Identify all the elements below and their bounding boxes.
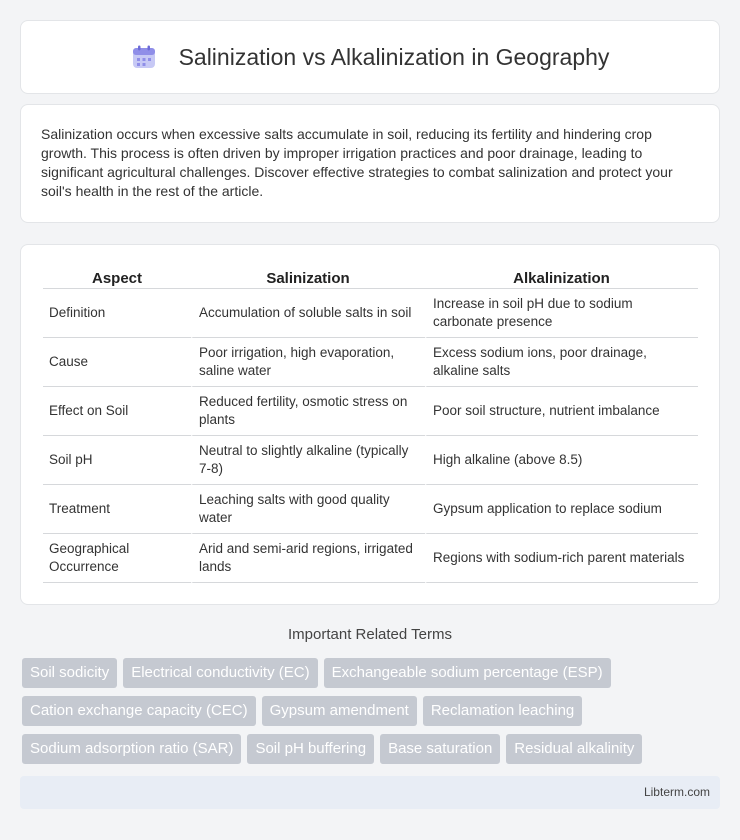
cell-alkalinization: Poor soil structure, nutrient imbalance [425,387,698,436]
cell-aspect: Cause [43,338,191,387]
cell-alkalinization: Excess sodium ions, poor drainage, alkaline salts [425,338,698,387]
header-alkalinization: Alkalinization [425,265,698,289]
comparison-table [43,265,698,583]
related-terms-list [22,658,722,764]
related-term-tag[interactable]: Gypsum amendment [262,696,417,726]
table-row [43,338,698,387]
cell-alkalinization: Regions with sodium-rich parent materials [425,534,698,583]
table-header-row [43,265,698,289]
cell-aspect: Treatment [43,485,191,534]
cell-aspect: Geographical Occurrence [43,534,191,583]
table-row [43,289,698,338]
related-term-tag[interactable]: Residual alkalinity [506,734,642,764]
related-term-tag[interactable]: Electrical conductivity (EC) [123,658,317,688]
cell-salinization: Poor irrigation, high evaporation, saline water [191,338,425,387]
cell-alkalinization: Gypsum application to replace sodium [425,485,698,534]
cell-salinization: Reduced fertility, osmotic stress on plants [191,387,425,436]
table-row [43,387,698,436]
cell-aspect: Effect on Soil [43,387,191,436]
footer [20,776,720,809]
intro-paragraph: Salinization occurs when excessive salts accumulate in soil, reducing its fertility and hindering crop growth. This process is often driven by improper irrigation practices and poor drainage, leading to significant agricultural challenges. Discover effective strategies to combat salinization and protect your soil's health in the rest of the article. [41,126,673,199]
table-row [43,436,698,485]
related-term-tag[interactable]: Base saturation [380,734,500,764]
page-title: Salinization vs Alkalinization in Geography [178,43,610,70]
table-row [43,485,698,534]
header-salinization: Salinization [191,265,425,289]
cell-aspect: Soil pH [43,436,191,485]
footer-site-link[interactable]: Libterm.com [643,785,710,799]
cell-aspect: Definition [43,289,191,338]
related-term-tag[interactable]: Cation exchange capacity (CEC) [22,696,256,726]
related-term-tag[interactable]: Soil sodicity [22,658,117,688]
cell-salinization: Neutral to slightly alkaline (typically 7-8) [191,436,425,485]
cell-salinization: Leaching salts with good quality water [191,485,425,534]
related-term-tag[interactable]: Reclamation leaching [423,696,582,726]
related-term-tag[interactable]: Soil pH buffering [247,734,374,764]
cell-alkalinization: Increase in soil pH due to sodium carbonate presence [425,289,698,338]
calendar-icon [131,44,157,70]
table-row [43,534,698,583]
cell-salinization: Accumulation of soluble salts in soil [191,289,425,338]
cell-alkalinization: High alkaline (above 8.5) [425,436,698,485]
title-card [20,20,720,94]
related-term-tag[interactable]: Exchangeable sodium percentage (ESP) [324,658,611,688]
related-terms-title: Important Related Terms [288,626,452,643]
header-aspect: Aspect [43,265,191,289]
intro-card [20,104,720,223]
related-term-tag[interactable]: Sodium adsorption ratio (SAR) [22,734,241,764]
cell-salinization: Arid and semi-arid regions, irrigated lands [191,534,425,583]
comparison-table-card [20,244,720,605]
